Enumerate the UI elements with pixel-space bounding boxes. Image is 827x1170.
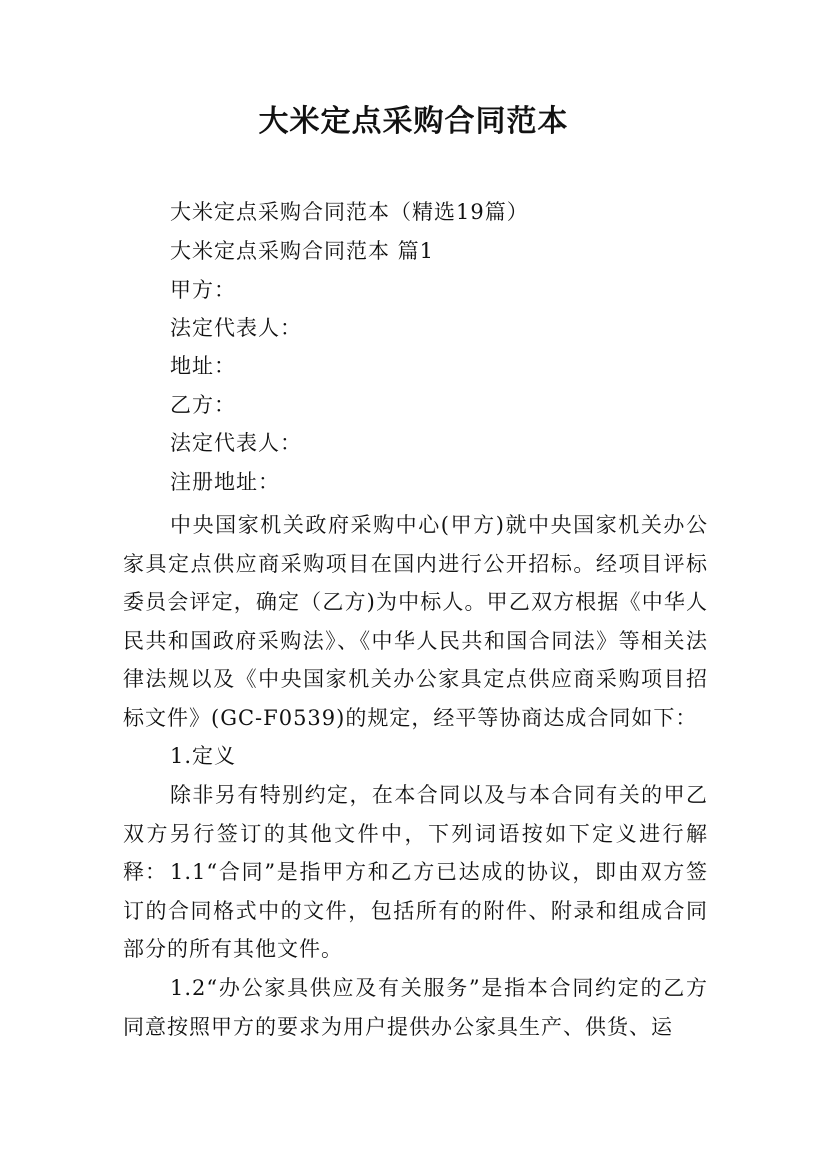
legal-representative-b-label: 法定代表人： — [170, 431, 302, 455]
party-b-label: 乙方： — [170, 393, 236, 417]
document-subtitle: 大米定点采购合同范本（精选19篇） — [170, 200, 529, 224]
definition-1-2-paragraph: 1.2“办公家具供应及有关服务”是指本合同约定的乙方同意按照甲方的要求为用户提供办公家具生产、供货、运 — [123, 976, 708, 1039]
party-a-label: 甲方： — [170, 278, 236, 302]
document-title: 大米定点采购合同范本 — [258, 104, 569, 139]
legal-representative-a-label: 法定代表人： — [170, 316, 302, 340]
section-heading: 大米定点采购合同范本 篇1 — [170, 239, 435, 263]
definitions-intro-paragraph: 除非另有特别约定，在本合同以及与本合同有关的甲乙双方另行签订的其他文件中，下列词语按如下定义进行解释： — [123, 783, 708, 884]
definitions-heading: 1.定义 — [170, 744, 237, 768]
intro-paragraph: 中央国家机关政府采购中心(甲方)就中央国家机关办公家具定点供应商采购项目在国内进行公开招标。经项目评标委员会评定，确定（乙方)为中标人。甲乙双方根据《中华人民共和国政府采购法》、《中华人民共和国合同法》等相关法律法规以及《中央国家机关办公家具定点供应商采购项目招标文件》(GC-F0539)的规定，经平等协商达成合同如下： — [123, 513, 708, 730]
address-a-label: 地址： — [170, 354, 236, 378]
definition-1-1-paragraph: 1.1“合同”是指甲方和乙方已达成的协议，即由双方签订的合同格式中的文件，包括所有的附件、附录和组成合同部分的所有其他文件。 — [123, 860, 708, 961]
registered-address-b-label: 注册地址： — [170, 470, 280, 494]
